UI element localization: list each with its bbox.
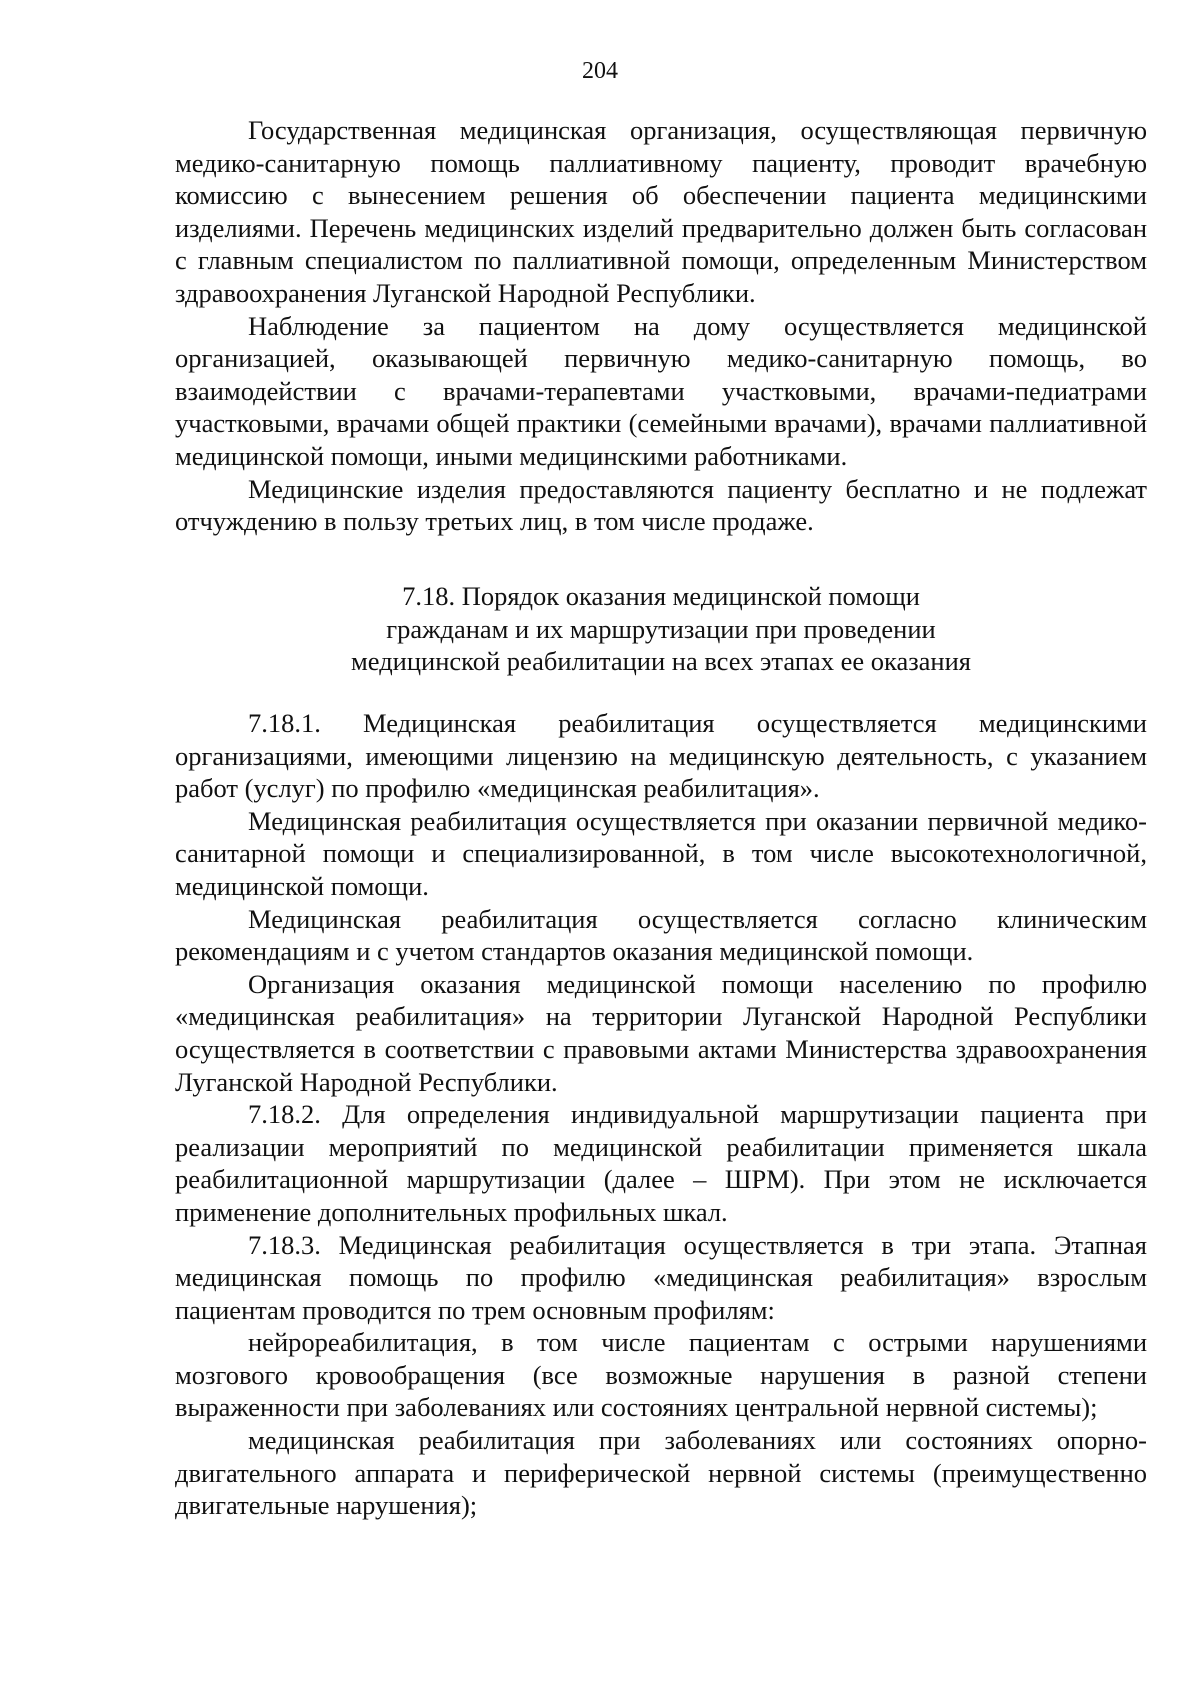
- text-block-rehabilitation: [175, 707, 1147, 1522]
- paragraph: Государственная медицинская организация, осуществляющая первичную медико-санитарную помощь паллиативному пациенту, проводит врачебную комиссию с вынесением решения об обеспечении пациента медицинскими изделиями. Перечень медицинских изделий предварительно должен быть согласован с главным специалистом по паллиативной помощи, определенным Министерством здравоохранения Луганской Народной Республики.: [175, 115, 1147, 308]
- paragraph: Медицинская реабилитация осуществляется согласно клиническим рекомендациям и с учетом стандартов оказания медицинской помощи.: [175, 903, 1147, 967]
- section-heading: [175, 580, 1147, 678]
- paragraph: Организация оказания медицинской помощи населению по профилю «медицинская реабилитация» на территории Луганской Народной Республики осуществляется в соответствии с правовыми актами Министерства здравоохранения Луганской Народной Республики.: [175, 968, 1147, 1097]
- list-item: медицинская реабилитация при заболеваниях или состояниях опорно-двигательного аппарата и периферической нервной системы (преимущественно двигательные нарушения);: [175, 1425, 1147, 1521]
- paragraph: 7.18.2. Для определения индивидуальной маршрутизации пациента при реализации мероприятий по медицинской реабилитации применяется шкала реабилитационной маршрутизации (далее – ШРМ). При этом не исключается применение дополнительных профильных шкал.: [175, 1099, 1147, 1227]
- paragraph: 7.18.1. Медицинская реабилитация осуществляется медицинскими организациями, имеющими лицензию на медицинскую деятельность, с указанием работ (услуг) по профилю «медицинская реабилитация».: [175, 708, 1147, 804]
- paragraph: Наблюдение за пациентом на дому осуществляется медицинской организацией, оказывающей первичную медико-санитарную помощь, во взаимодействии с врачами-терапевтами участковыми, врачами-педиатрами участковыми, врачами общей практики (семейными врачами), врачами паллиативной медицинской помощи, иными медицинскими работниками.: [175, 310, 1147, 471]
- list-item: нейрореабилитация, в том числе пациентам с острыми нарушениями мозгового кровообращения (все возможные нарушения в разной степени выраженности при заболеваниях или состояниях центральной нервной системы);: [175, 1327, 1147, 1423]
- page-number: 204: [582, 58, 618, 84]
- section-heading-line: медицинской реабилитации на всех этапах ее оказания: [351, 646, 971, 677]
- section-heading-line: гражданам и их маршрутизации при проведении: [386, 613, 936, 644]
- section-heading-line: 7.18. Порядок оказания медицинской помощи: [402, 581, 920, 611]
- paragraph: Медицинские изделия предоставляются пациенту бесплатно и не подлежат отчуждению в пользу третьих лиц, в том числе продаже.: [175, 473, 1147, 537]
- paragraph: 7.18.3. Медицинская реабилитация осуществляется в три этапа. Этапная медицинская помощь по профилю «медицинская реабилитация» взрослым пациентам проводится по трем основным профилям:: [175, 1229, 1147, 1325]
- paragraph: Медицинская реабилитация осуществляется при оказании первичной медико-санитарной помощи и специализированной, в том числе высокотехнологичной, медицинской помощи.: [175, 805, 1147, 901]
- text-block-palliative: [175, 114, 1147, 538]
